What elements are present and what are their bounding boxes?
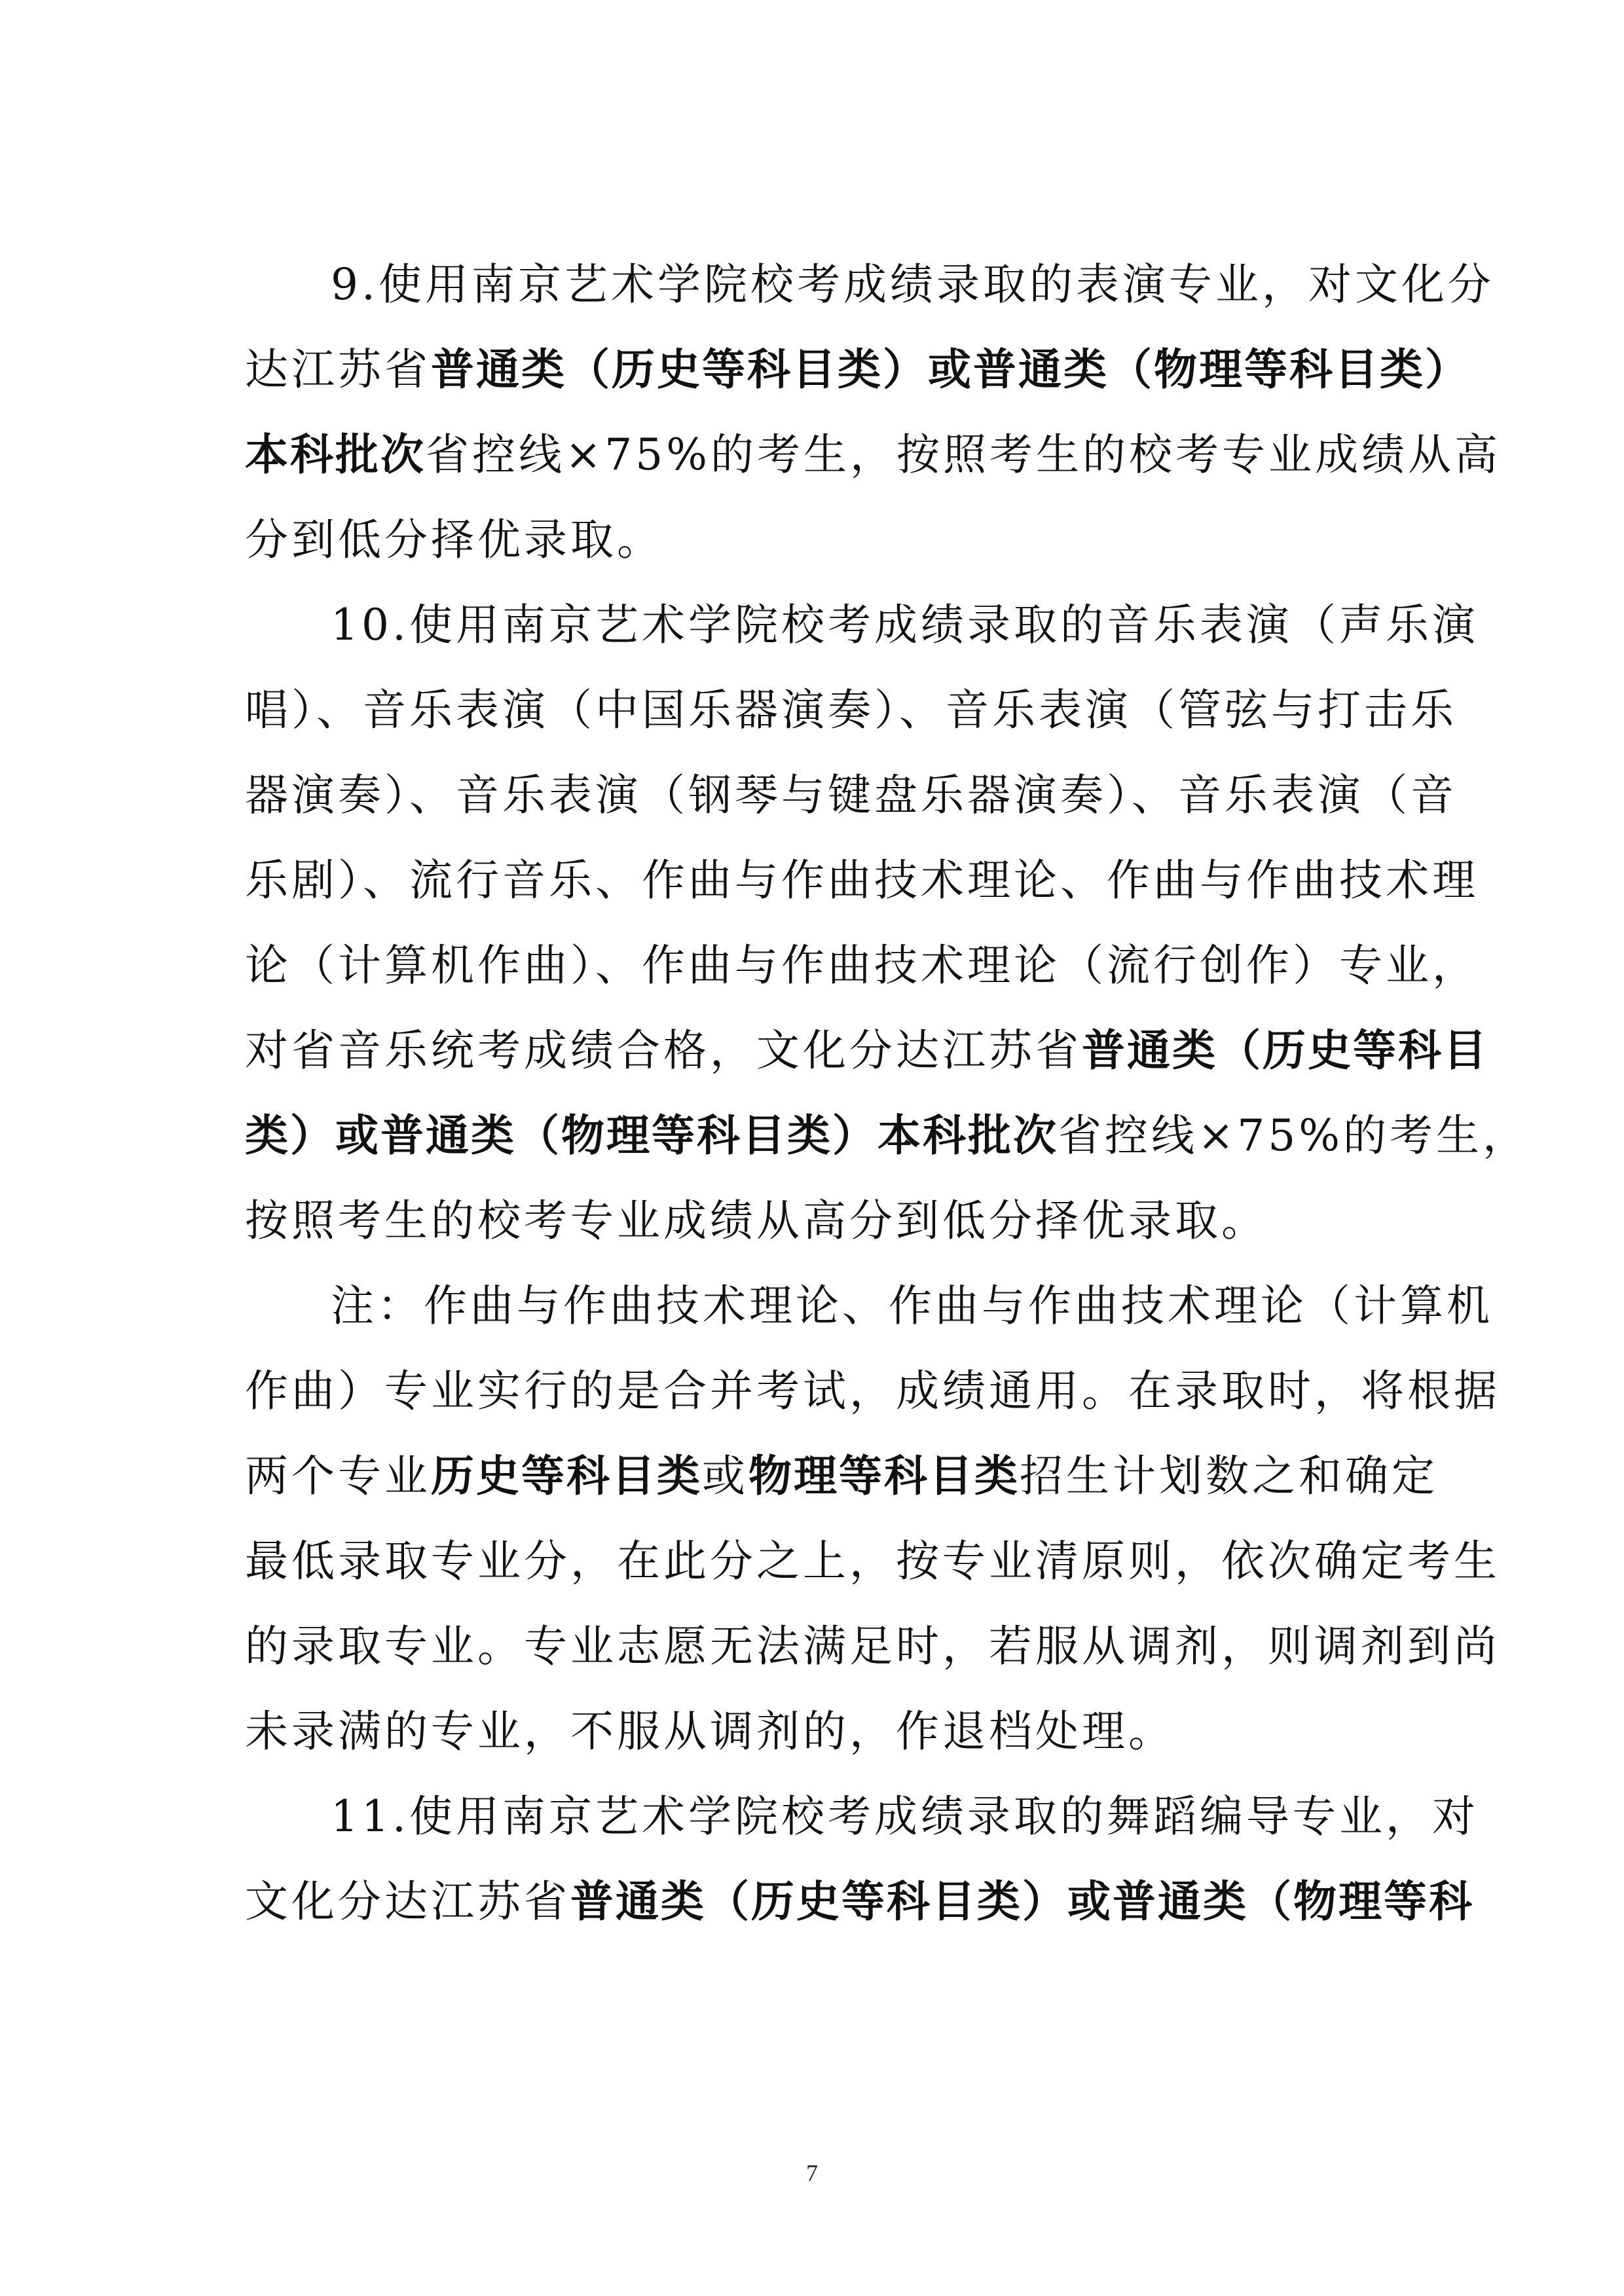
paragraph-10-line-1: 10.使用南京艺术学院校考成绩录取的音乐表演（声乐演 <box>331 600 1479 650</box>
paragraph-10-line-5: 论（计算机作曲）、作曲与作曲技术理论（流行创作）专业， <box>245 940 1479 991</box>
paragraph-9-line-3: 本科批次省控线×75%的考生，按照考生的校考专业成绩从高 <box>245 429 1501 480</box>
paragraph-9-line-2: 达江苏省普通类（历史等科目类）或普通类（物理等科目类） <box>245 344 1470 395</box>
paragraph-11-line-1: 11.使用南京艺术学院校考成绩录取的舞蹈编导专业，对 <box>331 1791 1479 1842</box>
paragraph-10-line-6: 对省音乐统考成绩合格，文化分达江苏省普通类（历史等科目 <box>245 1025 1488 1076</box>
note-line-2: 作曲）专业实行的是合并考试，成绩通用。在录取时，将根据 <box>245 1366 1500 1416</box>
paragraph-10-line-3: 器演奏）、音乐表演（钢琴与键盘乐器演奏）、音乐表演（音 <box>245 770 1457 820</box>
note-line-6: 未录满的专业，不服从调剂的，作退档处理。 <box>245 1706 1175 1757</box>
paragraph-9-line-1: 9.使用南京艺术学院校考成绩录取的表演专业，对文化分 <box>331 259 1494 310</box>
note-line-5: 的录取专业。专业志愿无法满足时，若服从调剂，则调剂到尚 <box>245 1621 1500 1671</box>
page-number: 7 <box>806 2160 818 2186</box>
paragraph-10-line-8: 按照考生的校考专业成绩从高分到低分择优录取。 <box>245 1195 1268 1246</box>
paragraph-10-line-7: 类）或普通类（物理等科目类）本科批次省控线×75%的考生， <box>245 1110 1529 1161</box>
note-line-3: 两个专业历史等科目类或物理等科目类招生计划数之和确定 <box>245 1451 1438 1501</box>
paragraph-9-line-4: 分到低分择优录取。 <box>245 515 663 565</box>
paragraph-11-line-2: 文化分达江苏省普通类（历史等科目类）或普通类（物理等科 <box>245 1876 1474 1927</box>
note-line-4: 最低录取专业分，在此分之上，按专业清原则，依次确定考生 <box>245 1536 1500 1586</box>
paragraph-10-line-2: 唱）、音乐表演（中国乐器演奏）、音乐表演（管弦与打击乐 <box>245 685 1457 735</box>
note-line-1: 注：作曲与作曲技术理论、作曲与作曲技术理论（计算机 <box>331 1281 1493 1331</box>
paragraph-10-line-4: 乐剧）、流行音乐、作曲与作曲技术理论、作曲与作曲技术理 <box>245 855 1479 905</box>
